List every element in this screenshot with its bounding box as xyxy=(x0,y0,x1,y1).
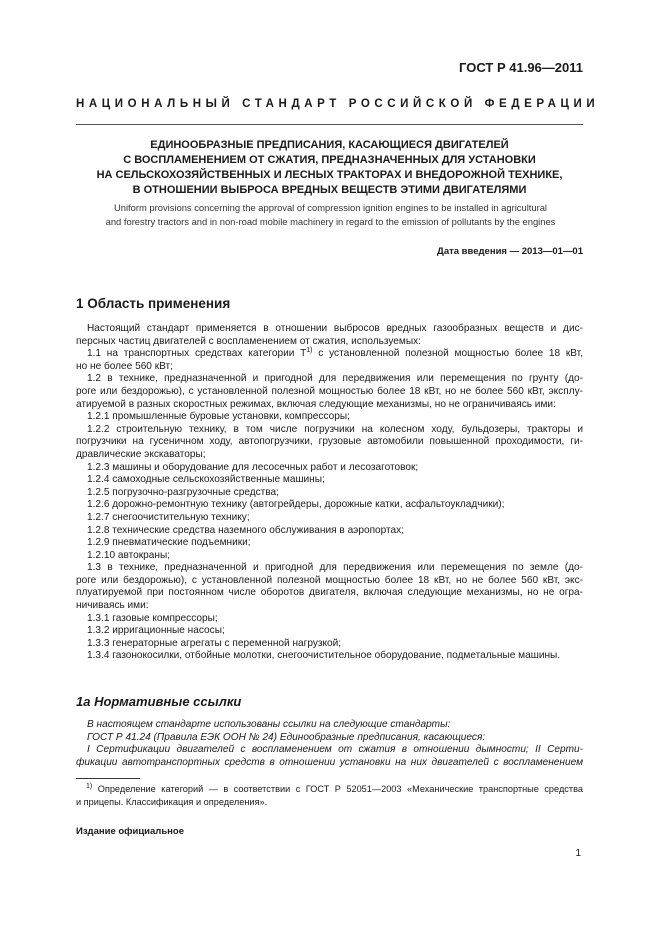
section1a-line: ГОСТ Р 41.24 (Правила ЕЭК ООН № 24) Единообразные предписания, касающиеся: xyxy=(87,731,486,743)
section1a-line: фикации автотранспортных средств в отношении установки на них двигателей с воспламенением xyxy=(76,756,583,768)
introduction-date: Дата введения — 2013—01—01 xyxy=(437,246,583,257)
footnote-ref: 1) xyxy=(306,347,313,355)
section-1a-title: 1а Нормативные ссылки xyxy=(76,694,242,709)
section1-line: персных частиц двигателей с воспламенением от сжатия, используемых: xyxy=(76,335,421,347)
footnote-line: и прицепы. Классификация и определения». xyxy=(76,796,268,807)
doc-number: ГОСТ Р 41.96—2011 xyxy=(459,60,583,75)
title-en-line: and forestry tractors and in non-road mobile machinery in regard to the emission of pollutants by the engines xyxy=(105,216,556,227)
title-ru-line: С ВОСПЛАМЕНЕНИЕМ ОТ СЖАТИЯ, ПРЕДНАЗНАЧЕННЫХ ДЛЯ УСТАНОВКИ xyxy=(123,154,536,166)
section-1a-body xyxy=(76,719,583,769)
section1-line: 1.3 в технике, предназначенной и пригодной для передвижения или перемещения по земле (до- xyxy=(87,562,583,574)
section1-line: 1.2.6 дорожно-ремонтную технику (автогрейдеры, дорожные катки, асфальтоукладчики); xyxy=(87,499,505,511)
section1-line: ничиваясь ими: xyxy=(76,600,149,612)
section-1-body xyxy=(76,323,583,663)
section1-line: 1.3.4 газонокосилки, отбойные молотки, снегоочистительное оборудование, подметальные машины. xyxy=(87,650,561,662)
section1-line: 1.2.4 самоходные сельскохозяйственные машины; xyxy=(87,474,325,486)
section1-line: 1.2.7 снегоочистительную технику; xyxy=(87,511,250,523)
section1-line-text: 1.1 на транспортных средствах категории Т xyxy=(87,348,307,360)
title-russian xyxy=(76,138,583,198)
national-standard-heading: НАЦИОНАЛЬНЫЙ СТАНДАРТ РОССИЙСКОЙ ФЕДЕРАЦИИ xyxy=(76,98,600,110)
footnote-text: Определение категорий — в соответствии с ГОСТ Р 52051—2003 «Механические транспортные средства xyxy=(92,784,583,794)
section1-line: 1.3.3 генераторные агрегаты с переменной нагрузкой; xyxy=(87,637,342,649)
header-divider xyxy=(76,124,583,125)
title-en-line: Uniform provisions concerning the approval of compression ignition engines to be installed in agricultural xyxy=(113,202,548,213)
section1-line: погрузчики на гусеничном ходу, автопогрузчики, грузовые автомобили повышенной проходимости, ги- xyxy=(76,436,583,448)
title-ru-line: ЕДИНООБРАЗНЫЕ ПРЕДПИСАНИЯ, КАСАЮЩИЕСЯ ДВИГАТЕЛЕЙ xyxy=(150,139,509,151)
section1-line-text: с установленной полезной мощностью более 18 кВт, xyxy=(312,348,583,360)
section1-line: 1.2.8 технические средства наземного обслуживания в аэропортах; xyxy=(87,524,405,536)
section-1-title: 1 Область применения xyxy=(76,296,231,311)
section1-line: Настоящий стандарт применяется в отношении выбросов вредных газообразных веществ и дис- xyxy=(87,323,583,334)
footnote-line xyxy=(76,783,583,796)
section1-line: 1.3.1 газовые компрессоры; xyxy=(87,612,218,624)
footnote-divider xyxy=(76,778,140,779)
section1a-line: В настоящем стандарте использованы ссылки на следующие стандарты: xyxy=(87,719,451,730)
title-ru-line: В ОТНОШЕНИИ ВЫБРОСА ВРЕДНЫХ ВЕЩЕСТВ ЭТИМИ ДВИГАТЕЛЯМИ xyxy=(132,184,527,196)
footnote-mark: 1) xyxy=(86,783,93,790)
section1-line: роге или бездорожью), с установленной полезной мощностью более 18 кВт, но не более 560 кВт, эксплу- xyxy=(76,385,583,397)
edition-label: Издание официальное xyxy=(76,826,184,837)
section1-line: 1.2.1 промышленные буровые установки, компрессоры; xyxy=(87,411,350,423)
section1a-line: I Сертификации двигателей с воспламенением от сжатия в отношении дымности; II Серти- xyxy=(87,744,583,756)
footnote xyxy=(76,783,583,808)
section1-line: плуатируемой при постоянном числе оборотов двигателя, включая следующие механизмы, но не огра- xyxy=(76,587,583,599)
section1-line: 1.2.9 пневматические подъемники; xyxy=(87,537,251,549)
section1-line: 1.2.2 строительную технику, в том числе погрузчики на колесном ходу, бульдозеры, тракторы и xyxy=(87,423,583,435)
page-number: 1 xyxy=(575,848,581,859)
section1-line xyxy=(76,348,583,361)
title-ru-line: НА СЕЛЬСКОХОЗЯЙСТВЕННЫХ И ЛЕСНЫХ ТРАКТОРАХ И ВНЕДОРОЖНОЙ ТЕХНИКЕ, xyxy=(96,169,563,181)
section1-line: атируемой в разных скоростных режимах, включая следующие механизмы, но не ограничиваясь ими: xyxy=(76,398,556,410)
section1-line: но не более 560 кВт; xyxy=(76,360,173,372)
section1-line: 1.2.5 погрузочно-разгрузочные средства; xyxy=(87,486,279,498)
section1-line: 1.2.10 автокраны; xyxy=(87,549,171,561)
section1-line: роге или бездорожью), с установленной полезной мощностью более 18 кВт, но не более 560 кВт, экс- xyxy=(76,574,583,586)
title-english xyxy=(70,201,591,229)
section1-line: 1.2 в технике, предназначенной и пригодной для передвижения или перемещения по грунту (до- xyxy=(87,373,583,385)
section1-line: 1.3.2 ирригационные насосы; xyxy=(87,625,225,637)
section1-line: 1.2.3 машины и оборудование для лесосечных работ и лесозаготовок; xyxy=(87,461,419,473)
section1-line: дравлические экскаваторы; xyxy=(76,448,206,460)
